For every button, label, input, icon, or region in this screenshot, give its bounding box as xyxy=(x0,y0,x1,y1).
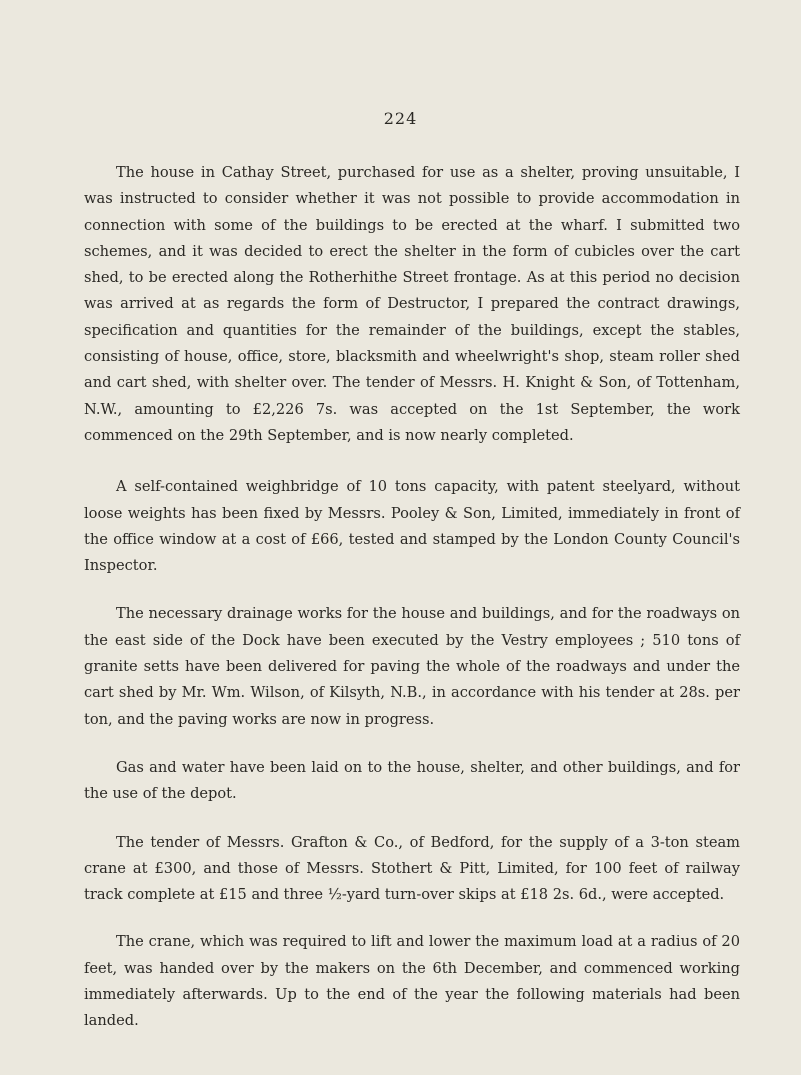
paragraph-crane-handover: The crane, which was required to lift and lower the maximum load at a radius of 20 feet, was handed over by the makers on the 6th December, and commenced working immediately afterwards. Up to the end of the year the following materials had been landed. xyxy=(84,933,740,1030)
paragraph-weighbridge: A self-contained weighbridge of 10 tons capacity, with patent steelyard, without loose weights has been fixed by Messrs. Pooley & Son, Limited, immediately in front of the office window at a cost of £66, tested and stamped by the London County Council's Inspector. xyxy=(84,478,740,575)
paragraph-drainage: The necessary drainage works for the house and buildings, and for the roadways on the east side of the Dock have been executed by the Vestry employees ; 510 tons of granite setts have been delivered for paving the whole of the roadways and under the cart shed by Mr. Wm. Wilson, of Kilsyth, N.B., in accordance with his tender at 28s. per ton, and the paving works are now in progress. xyxy=(84,605,740,728)
page-number: 224 xyxy=(383,109,418,128)
paragraph-shelter: The house in Cathay Street, purchased for use as a shelter, proving unsuitable, I was instructed to consider whether it was not possible to provide accommodation in connection with some of the buildings to be erected at the wharf. I submitted two schemes, and it was decided to erect the shelter in the form of cubicles over the cart shed, to be erected along the Rotherhithe Street frontage. As at this period no decision was arrived at as regards the form of Destructor, I prepared the contract drawings, specification and quantities for the remainder of the buildings, except the stables, consisting of house, office, store, blacksmith and wheelwright's shop, steam roller shed and cart shed, with shelter over. The tender of Messrs. H. Knight & Son, of Tottenham, N.W., amounting to £2,226 7s. was accepted on the 1st September, the work commenced on the 29th September, and is now nearly completed. xyxy=(84,164,740,444)
paragraph-gas-water: Gas and water have been laid on to the house, shelter, and other buildings, and for the use of the depot. xyxy=(84,758,740,803)
body-text xyxy=(84,160,740,1035)
paragraph-tender-crane: The tender of Messrs. Grafton & Co., of Bedford, for the supply of a 3-ton steam crane at £300, and those of Messrs. Stothert & Pitt, Limited, for 100 feet of railway track complete at £15 and three ½-yard turn-over skips at £18 2s. 6d., were accepted. xyxy=(84,833,740,904)
